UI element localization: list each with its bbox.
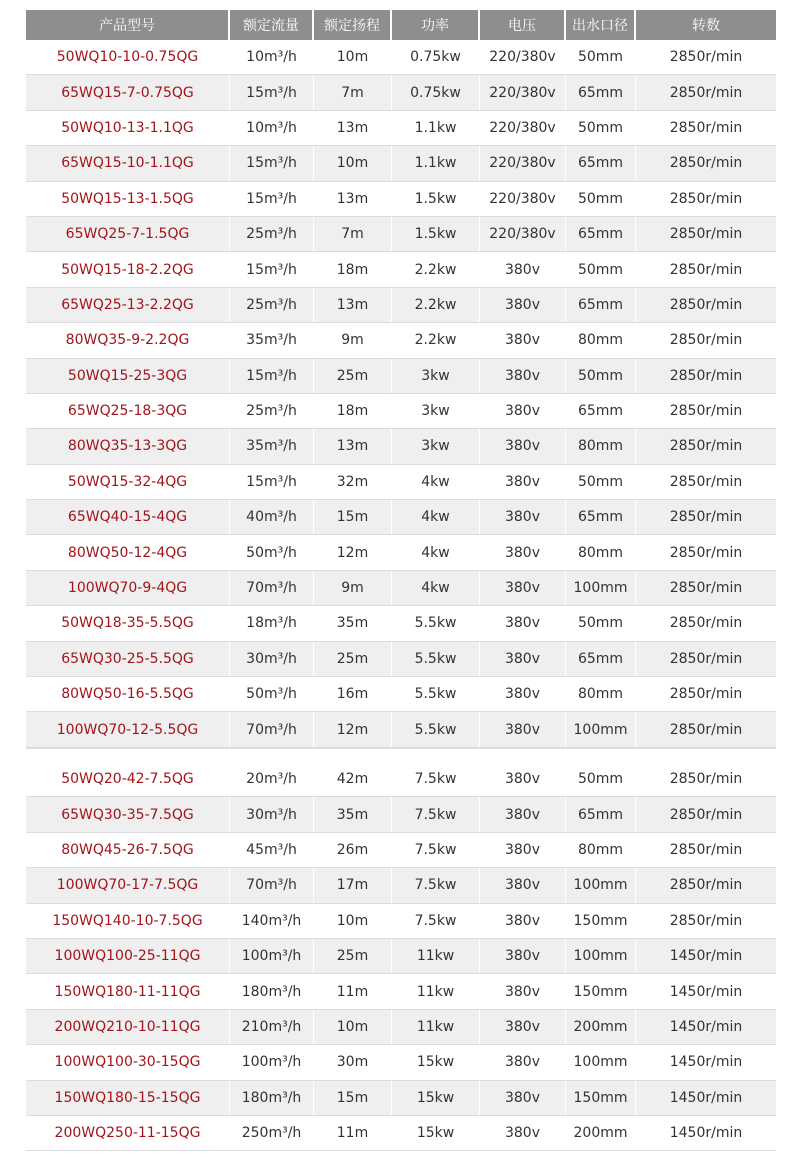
cell-flow: 70m³/h (230, 712, 314, 746)
cell-outlet: 80mm (566, 535, 636, 569)
cell-flow: 100m³/h (230, 1045, 314, 1079)
cell-flow: 45m³/h (230, 833, 314, 867)
cell-outlet: 65mm (566, 797, 636, 831)
cell-speed: 2850r/min (669, 119, 743, 136)
cell-model: 65WQ40-15-4QG (26, 500, 230, 534)
cell-flow: 15m³/h (230, 182, 314, 216)
cell-voltage: 380v (480, 642, 566, 676)
table-row (26, 40, 776, 75)
cell-head: 15m (314, 1081, 392, 1115)
cell-voltage: 380v (480, 1045, 566, 1079)
cell-head: 16m (314, 677, 392, 711)
table-row (26, 571, 776, 606)
cell-speed: 2850r/min (669, 806, 743, 823)
table-row (26, 394, 776, 429)
cell-outlet: 65mm (566, 500, 636, 534)
cell-power: 2.2kw (392, 288, 480, 322)
cell-flow: 40m³/h (230, 500, 314, 534)
cell-power: 5.5kw (392, 677, 480, 711)
cell-flow: 180m³/h (230, 974, 314, 1008)
table-row (26, 762, 776, 797)
cell-flow: 35m³/h (230, 323, 314, 357)
cell-outlet: 200mm (566, 1010, 636, 1044)
header-flow: 额定流量 (230, 10, 314, 40)
cell-speed: 2850r/min (669, 190, 743, 207)
cell-voltage: 380v (480, 571, 566, 605)
cell-speed: 2850r/min (669, 721, 743, 738)
table-row (26, 833, 776, 868)
cell-model: 50WQ10-10-0.75QG (26, 40, 230, 74)
cell-power: 0.75kw (392, 75, 480, 109)
cell-model: 80WQ50-12-4QG (26, 535, 230, 569)
header-power: 功率 (392, 10, 480, 40)
cell-head: 42m (314, 762, 392, 796)
cell-head: 10m (314, 146, 392, 180)
cell-power: 3kw (392, 394, 480, 428)
cell-voltage: 380v (480, 1010, 566, 1044)
table-row (26, 904, 776, 939)
cell-head: 12m (314, 535, 392, 569)
cell-model: 80WQ35-13-3QG (26, 429, 230, 463)
cell-model: 200WQ250-11-15QG (26, 1116, 230, 1150)
cell-outlet: 65mm (566, 288, 636, 322)
table-row (26, 1116, 776, 1151)
cell-voltage: 380v (480, 833, 566, 867)
cell-model: 200WQ210-10-11QG (26, 1010, 230, 1044)
cell-model: 50WQ15-13-1.5QG (26, 182, 230, 216)
cell-speed: 1450r/min (669, 1089, 743, 1106)
cell-head: 7m (314, 75, 392, 109)
cell-model: 50WQ20-42-7.5QG (26, 762, 230, 796)
table-row (26, 500, 776, 535)
cell-head: 11m (314, 1116, 392, 1150)
cell-speed: 2850r/min (669, 332, 743, 349)
cell-model: 100WQ70-17-7.5QG (26, 868, 230, 902)
cell-flow: 15m³/h (230, 75, 314, 109)
table-row (26, 1081, 776, 1116)
cell-flow: 25m³/h (230, 394, 314, 428)
cell-voltage: 380v (480, 904, 566, 938)
cell-power: 2.2kw (392, 323, 480, 357)
header-speed: 转数 (692, 18, 720, 34)
header-outlet: 出水口径 (566, 10, 636, 40)
table-row (26, 1045, 776, 1080)
cell-model: 150WQ180-11-11QG (26, 974, 230, 1008)
cell-flow: 10m³/h (230, 40, 314, 74)
cell-voltage: 380v (480, 797, 566, 831)
cell-model: 65WQ25-13-2.2QG (26, 288, 230, 322)
cell-outlet: 100mm (566, 868, 636, 902)
cell-voltage: 380v (480, 974, 566, 1008)
header-voltage: 电压 (480, 10, 566, 40)
cell-head: 18m (314, 394, 392, 428)
cell-power: 15kw (392, 1081, 480, 1115)
cell-outlet: 50mm (566, 606, 636, 640)
cell-voltage: 380v (480, 323, 566, 357)
cell-speed: 2850r/min (669, 473, 743, 490)
table-row (26, 712, 776, 747)
cell-flow: 15m³/h (230, 146, 314, 180)
cell-outlet: 100mm (566, 1045, 636, 1079)
cell-power: 1.5kw (392, 217, 480, 251)
cell-head: 25m (314, 359, 392, 393)
cell-flow: 15m³/h (230, 465, 314, 499)
table-row (26, 217, 776, 252)
table-divider (26, 748, 776, 763)
cell-flow: 50m³/h (230, 677, 314, 711)
table-row (26, 111, 776, 146)
cell-power: 2.2kw (392, 252, 480, 286)
cell-voltage: 380v (480, 429, 566, 463)
cell-flow: 30m³/h (230, 642, 314, 676)
cell-model: 50WQ15-32-4QG (26, 465, 230, 499)
cell-power: 4kw (392, 500, 480, 534)
cell-outlet: 80mm (566, 429, 636, 463)
cell-outlet: 50mm (566, 111, 636, 145)
cell-voltage: 380v (480, 252, 566, 286)
table-row (26, 868, 776, 903)
cell-speed: 2850r/min (669, 261, 743, 278)
cell-speed: 2850r/min (669, 438, 743, 455)
cell-head: 10m (314, 904, 392, 938)
cell-outlet: 65mm (566, 642, 636, 676)
cell-model: 50WQ15-18-2.2QG (26, 252, 230, 286)
cell-model: 50WQ15-25-3QG (26, 359, 230, 393)
cell-head: 13m (314, 182, 392, 216)
cell-model: 50WQ10-13-1.1QG (26, 111, 230, 145)
pump-spec-table-2 (26, 762, 776, 1151)
cell-flow: 25m³/h (230, 288, 314, 322)
cell-voltage: 380v (480, 677, 566, 711)
cell-flow: 70m³/h (230, 571, 314, 605)
cell-head: 12m (314, 712, 392, 746)
table-row (26, 429, 776, 464)
cell-model: 65WQ25-7-1.5QG (26, 217, 230, 251)
cell-power: 4kw (392, 571, 480, 605)
cell-head: 32m (314, 465, 392, 499)
cell-outlet: 100mm (566, 712, 636, 746)
cell-outlet: 50mm (566, 465, 636, 499)
table-row (26, 606, 776, 641)
cell-speed: 2850r/min (669, 580, 743, 597)
cell-outlet: 200mm (566, 1116, 636, 1150)
cell-model: 80WQ45-26-7.5QG (26, 833, 230, 867)
table-row (26, 939, 776, 974)
cell-head: 25m (314, 642, 392, 676)
cell-power: 1.1kw (392, 146, 480, 180)
cell-power: 7.5kw (392, 833, 480, 867)
pump-spec-table-1 (26, 10, 776, 748)
cell-model: 100WQ100-25-11QG (26, 939, 230, 973)
cell-flow: 15m³/h (230, 252, 314, 286)
cell-speed: 2850r/min (669, 615, 743, 632)
cell-voltage: 380v (480, 394, 566, 428)
cell-voltage: 220/380v (480, 40, 566, 74)
cell-speed: 2850r/min (669, 877, 743, 894)
cell-head: 13m (314, 429, 392, 463)
cell-head: 18m (314, 252, 392, 286)
cell-model: 150WQ140-10-7.5QG (26, 904, 230, 938)
cell-head: 13m (314, 288, 392, 322)
cell-power: 0.75kw (392, 40, 480, 74)
table-row (26, 535, 776, 570)
table-row (26, 146, 776, 181)
cell-outlet: 65mm (566, 75, 636, 109)
cell-speed: 1450r/min (669, 948, 743, 965)
cell-model: 100WQ70-12-5.5QG (26, 712, 230, 746)
cell-head: 10m (314, 40, 392, 74)
cell-head: 17m (314, 868, 392, 902)
cell-speed: 2850r/min (669, 155, 743, 172)
cell-model: 65WQ15-7-0.75QG (26, 75, 230, 109)
cell-voltage: 220/380v (480, 75, 566, 109)
cell-voltage: 380v (480, 939, 566, 973)
cell-head: 13m (314, 111, 392, 145)
cell-speed: 1450r/min (669, 1018, 743, 1035)
cell-voltage: 220/380v (480, 146, 566, 180)
cell-speed: 2850r/min (669, 686, 743, 703)
cell-power: 3kw (392, 359, 480, 393)
cell-speed: 2850r/min (669, 509, 743, 526)
cell-model: 65WQ30-25-5.5QG (26, 642, 230, 676)
cell-flow: 25m³/h (230, 217, 314, 251)
table-row (26, 288, 776, 323)
cell-voltage: 380v (480, 465, 566, 499)
cell-outlet: 150mm (566, 904, 636, 938)
cell-voltage: 380v (480, 712, 566, 746)
cell-flow: 10m³/h (230, 111, 314, 145)
cell-power: 7.5kw (392, 904, 480, 938)
cell-speed: 2850r/min (669, 367, 743, 384)
cell-head: 35m (314, 606, 392, 640)
cell-power: 4kw (392, 535, 480, 569)
cell-flow: 18m³/h (230, 606, 314, 640)
table-header-row (26, 10, 776, 40)
cell-power: 5.5kw (392, 712, 480, 746)
cell-model: 50WQ18-35-5.5QG (26, 606, 230, 640)
cell-flow: 20m³/h (230, 762, 314, 796)
cell-head: 35m (314, 797, 392, 831)
cell-power: 7.5kw (392, 797, 480, 831)
cell-voltage: 380v (480, 1116, 566, 1150)
cell-speed: 2850r/min (669, 226, 743, 243)
cell-flow: 100m³/h (230, 939, 314, 973)
cell-power: 15kw (392, 1116, 480, 1150)
cell-voltage: 380v (480, 359, 566, 393)
cell-outlet: 100mm (566, 939, 636, 973)
cell-speed: 2850r/min (669, 84, 743, 101)
cell-model: 100WQ100-30-15QG (26, 1045, 230, 1079)
cell-power: 7.5kw (392, 762, 480, 796)
cell-model: 65WQ15-10-1.1QG (26, 146, 230, 180)
cell-outlet: 65mm (566, 394, 636, 428)
cell-outlet: 65mm (566, 217, 636, 251)
cell-power: 1.1kw (392, 111, 480, 145)
cell-power: 11kw (392, 1010, 480, 1044)
cell-model: 150WQ180-15-15QG (26, 1081, 230, 1115)
cell-speed: 1450r/min (669, 1125, 743, 1142)
cell-model: 100WQ70-9-4QG (26, 571, 230, 605)
cell-speed: 2850r/min (669, 912, 743, 929)
cell-voltage: 380v (480, 868, 566, 902)
table-row (26, 252, 776, 287)
cell-speed: 2850r/min (669, 650, 743, 667)
cell-head: 7m (314, 217, 392, 251)
cell-speed: 2850r/min (669, 841, 743, 858)
table-row (26, 677, 776, 712)
cell-power: 3kw (392, 429, 480, 463)
cell-power: 5.5kw (392, 642, 480, 676)
cell-voltage: 220/380v (480, 182, 566, 216)
cell-outlet: 50mm (566, 182, 636, 216)
cell-outlet: 65mm (566, 146, 636, 180)
table-row (26, 1010, 776, 1045)
cell-voltage: 380v (480, 500, 566, 534)
cell-flow: 15m³/h (230, 359, 314, 393)
cell-head: 11m (314, 974, 392, 1008)
cell-head: 26m (314, 833, 392, 867)
cell-head: 9m (314, 571, 392, 605)
table-row (26, 974, 776, 1009)
cell-outlet: 50mm (566, 762, 636, 796)
cell-outlet: 100mm (566, 571, 636, 605)
cell-voltage: 380v (480, 1081, 566, 1115)
cell-flow: 180m³/h (230, 1081, 314, 1115)
cell-flow: 35m³/h (230, 429, 314, 463)
cell-power: 15kw (392, 1045, 480, 1079)
cell-flow: 210m³/h (230, 1010, 314, 1044)
cell-flow: 30m³/h (230, 797, 314, 831)
cell-speed: 1450r/min (669, 983, 743, 1000)
header-head: 额定扬程 (314, 10, 392, 40)
cell-outlet: 80mm (566, 677, 636, 711)
cell-voltage: 380v (480, 762, 566, 796)
cell-flow: 140m³/h (230, 904, 314, 938)
cell-model: 80WQ35-9-2.2QG (26, 323, 230, 357)
cell-head: 15m (314, 500, 392, 534)
cell-head: 25m (314, 939, 392, 973)
cell-outlet: 80mm (566, 833, 636, 867)
cell-voltage: 380v (480, 288, 566, 322)
cell-speed: 1450r/min (669, 1054, 743, 1071)
cell-voltage: 220/380v (480, 217, 566, 251)
cell-outlet: 80mm (566, 323, 636, 357)
table-row (26, 642, 776, 677)
cell-flow: 50m³/h (230, 535, 314, 569)
cell-voltage: 380v (480, 606, 566, 640)
table-row (26, 359, 776, 394)
cell-speed: 2850r/min (669, 771, 743, 788)
cell-model: 80WQ50-16-5.5QG (26, 677, 230, 711)
cell-power: 7.5kw (392, 868, 480, 902)
cell-speed: 2850r/min (669, 544, 743, 561)
cell-outlet: 150mm (566, 974, 636, 1008)
cell-speed: 2850r/min (669, 49, 743, 66)
cell-speed: 2850r/min (669, 296, 743, 313)
cell-outlet: 50mm (566, 252, 636, 286)
cell-power: 11kw (392, 974, 480, 1008)
table-row (26, 797, 776, 832)
cell-voltage: 380v (480, 535, 566, 569)
cell-power: 5.5kw (392, 606, 480, 640)
cell-head: 30m (314, 1045, 392, 1079)
cell-power: 4kw (392, 465, 480, 499)
cell-model: 65WQ30-35-7.5QG (26, 797, 230, 831)
header-model: 产品型号 (26, 10, 230, 40)
table-row (26, 323, 776, 358)
cell-model: 65WQ25-18-3QG (26, 394, 230, 428)
cell-head: 9m (314, 323, 392, 357)
table-row (26, 75, 776, 110)
cell-head: 10m (314, 1010, 392, 1044)
cell-outlet: 50mm (566, 40, 636, 74)
table-row (26, 465, 776, 500)
cell-flow: 70m³/h (230, 868, 314, 902)
cell-outlet: 150mm (566, 1081, 636, 1115)
cell-power: 1.5kw (392, 182, 480, 216)
cell-voltage: 220/380v (480, 111, 566, 145)
cell-speed: 2850r/min (669, 403, 743, 420)
table-row (26, 182, 776, 217)
cell-outlet: 50mm (566, 359, 636, 393)
cell-power: 11kw (392, 939, 480, 973)
cell-flow: 250m³/h (230, 1116, 314, 1150)
